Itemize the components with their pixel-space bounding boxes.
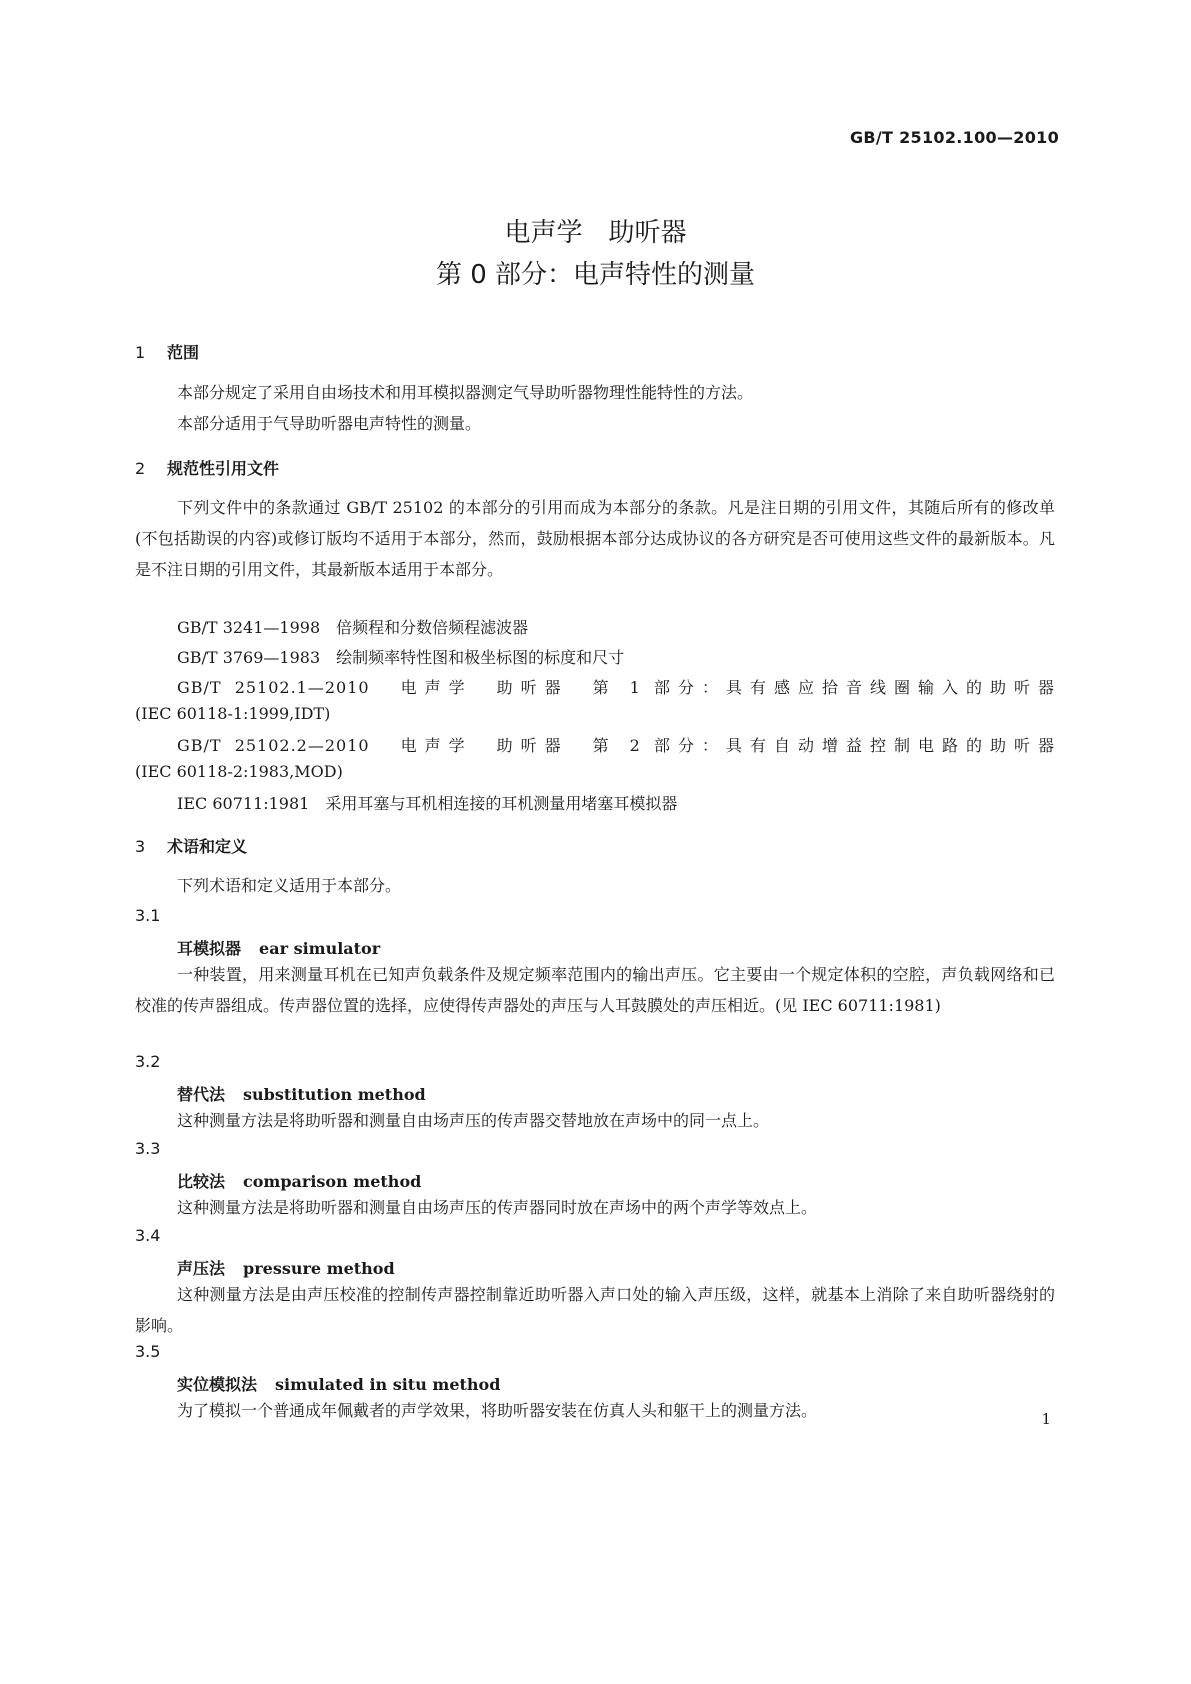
normative-reference-continued: (IEC 60118-2:1983,MOD) — [135, 762, 343, 781]
term-chinese: 替代法 — [177, 1085, 226, 1104]
sec2-intro-paragraph: 下列文件中的条款通过 GB/T 25102 的本部分的引用而成为本部分的条款。凡是注日期的引用文件，其随后所有的修改单(不包括勘误的内容)或修订版均不适用于本部分，然而，鼓励根据本部分达成协议的各方研究是否可使用这些文件的最新版本。凡是不注日期的引用文件，其最新版本适用于本部分。 — [135, 498, 1055, 579]
section-title: 术语和定义 — [167, 837, 248, 856]
term-english: ear simulator — [259, 939, 381, 958]
term-number: 3.1 — [135, 906, 161, 925]
term-english: pressure method — [243, 1259, 395, 1278]
term-english: substitution method — [243, 1085, 426, 1104]
normative-reference: GB/T 3769—1983 绘制频率特性图和极坐标图的标度和尺寸 — [177, 648, 625, 667]
sec3-intro-paragraph: 下列术语和定义适用于本部分。 — [177, 876, 402, 895]
term-number: 3.4 — [135, 1226, 161, 1245]
normative-reference: GB/T 25102.1—2010 电声学 助听器 第 1 部分：具有感应拾音线圈输入的助听器 — [177, 678, 1055, 697]
section-2-heading — [135, 456, 279, 479]
sec1-paragraph-1: 本部分规定了采用自由场技术和用耳模拟器测定气导助听器物理性能特性的方法。 — [177, 383, 754, 402]
term-chinese: 比较法 — [177, 1172, 226, 1191]
document-title-line1: 电声学 助听器 — [504, 218, 687, 248]
section-number: 2 — [135, 459, 146, 478]
sec1-paragraph-2: 本部分适用于气导助听器电声特性的测量。 — [177, 414, 482, 433]
normative-reference: IEC 60711:1981 采用耳塞与耳机相连接的耳机测量用堵塞耳模拟器 — [177, 794, 678, 813]
normative-reference: GB/T 3241—1998 倍频程和分数倍频程滤波器 — [177, 618, 529, 637]
section-1-heading — [135, 340, 199, 363]
term-definition: 这种测量方法是由声压校准的控制传声器控制靠近助听器入声口处的输入声压级，这样，就基本上消除了来自助听器绕射的影响。 — [135, 1285, 1055, 1335]
standard-code: GB/T 25102.100—2010 — [849, 128, 1059, 147]
term-number: 3.5 — [135, 1342, 161, 1361]
section-3-heading — [135, 834, 247, 857]
term-number: 3.2 — [135, 1052, 161, 1071]
term-definition: 一种装置，用来测量耳机在已知声负载条件及规定频率范围内的输出声压。它主要由一个规定体积的空腔，声负载网络和已校准的传声器组成。传声器位置的选择，应使得传声器处的声压与人耳鼓膜处的声压相近。(见 IEC 60711:1981) — [135, 965, 1055, 1015]
section-title: 规范性引用文件 — [167, 459, 280, 478]
page-number: 1 — [1041, 1410, 1051, 1428]
term-heading — [177, 1169, 421, 1192]
section-title: 范围 — [167, 343, 200, 362]
term-number: 3.3 — [135, 1139, 161, 1158]
term-heading — [177, 1082, 426, 1105]
term-heading — [177, 1372, 500, 1395]
term-chinese: 实位模拟法 — [177, 1375, 258, 1394]
term-definition: 这种测量方法是将助听器和测量自由场声压的传声器同时放在声场中的两个声学等效点上。 — [177, 1198, 818, 1217]
term-heading — [177, 936, 380, 959]
term-definition: 为了模拟一个普通成年佩戴者的声学效果，将助听器安装在仿真人头和躯干上的测量方法。 — [177, 1401, 818, 1420]
term-definition: 这种测量方法是将助听器和测量自由场声压的传声器交替地放在声场中的同一点上。 — [177, 1111, 770, 1130]
section-number: 3 — [135, 837, 146, 856]
normative-reference: GB/T 25102.2—2010 电声学 助听器 第 2 部分：具有自动增益控制电路的助听器 — [177, 736, 1055, 755]
term-heading — [177, 1256, 395, 1279]
term-english: simulated in situ method — [275, 1375, 501, 1394]
document-title-line2: 第 0 部分：电声特性的测量 — [435, 260, 756, 290]
term-chinese: 耳模拟器 — [177, 939, 242, 958]
section-number: 1 — [135, 343, 146, 362]
normative-reference-continued: (IEC 60118-1:1999,IDT) — [135, 704, 331, 723]
term-chinese: 声压法 — [177, 1259, 226, 1278]
term-english: comparison method — [243, 1172, 422, 1191]
